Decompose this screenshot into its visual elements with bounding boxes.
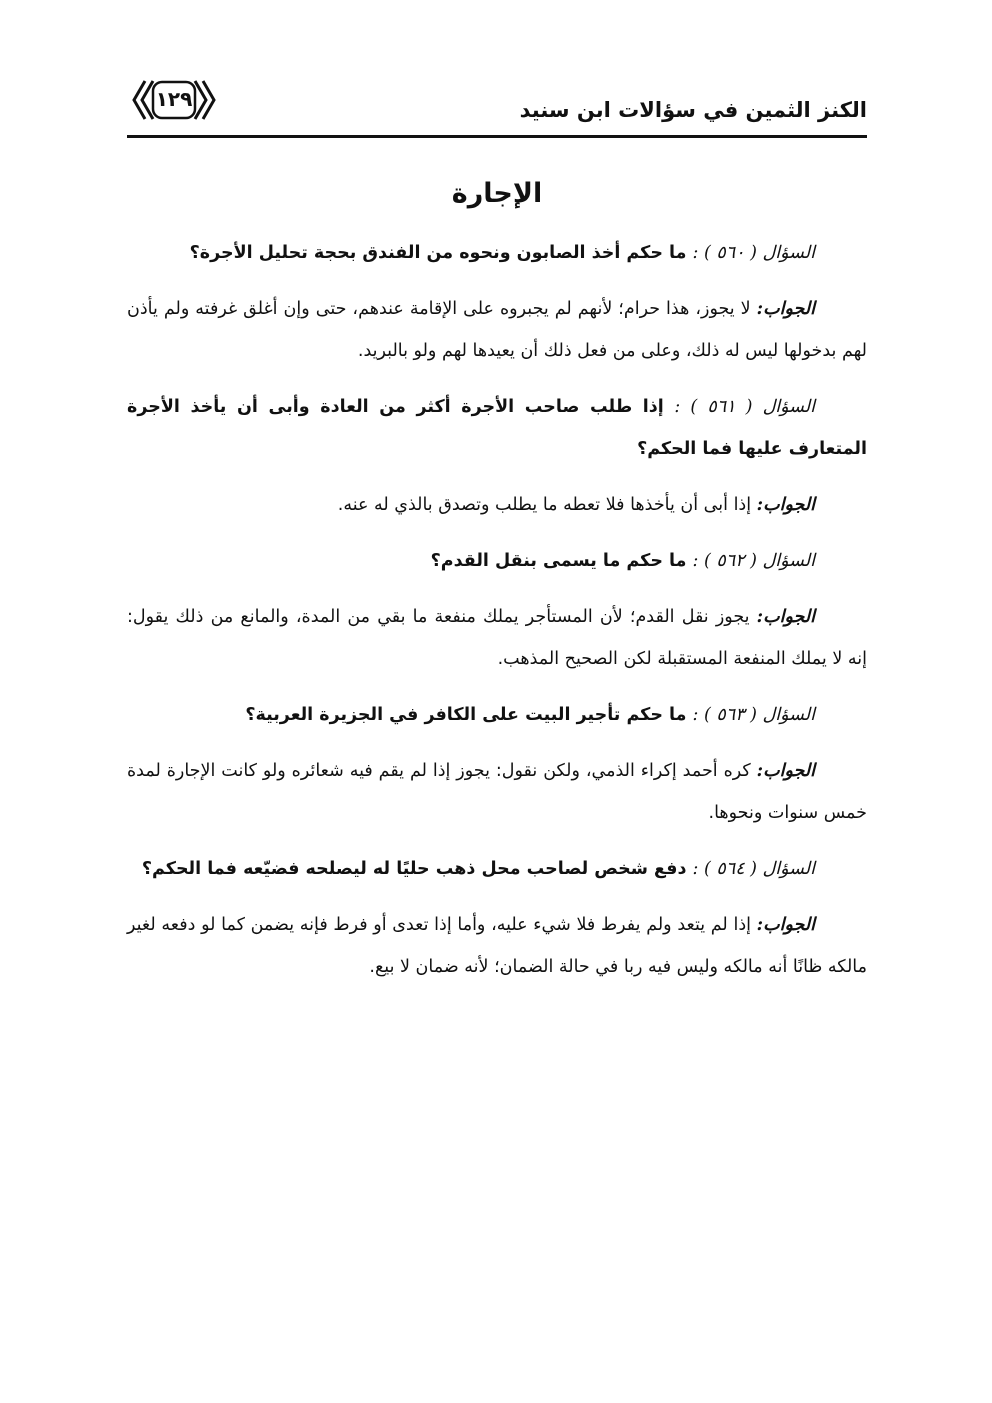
question-label: السؤال ( ٥٦٣ ) : <box>692 705 815 725</box>
question-label: السؤال ( ٥٦٠ ) : <box>692 243 815 263</box>
question-label: السؤال ( ٥٦١ ) : <box>674 397 815 417</box>
question-paragraph <box>127 540 867 582</box>
answer-text: كره أحمد إكراء الذمي، ولكن نقول: يجوز إذا لم يقم فيه شعائره ولو كانت الإجارة لمدة خمس سنوات ونحوها. <box>127 761 867 823</box>
answer-paragraph <box>127 288 867 372</box>
question-text: إذا طلب صاحب الأجرة أكثر من العادة وأبى أن يأخذ الأجرة المتعارف عليها فما الحكم؟ <box>127 397 867 459</box>
question-paragraph <box>127 848 867 890</box>
book-title: الكنز الثمين في سؤالات ابن سنيد <box>519 98 867 122</box>
question-text: ما حكم أخذ الصابون ونحوه من الفندق بحجة تحليل الأجرة؟ <box>189 243 687 263</box>
question-paragraph <box>127 694 867 736</box>
section-title: الإجارة <box>451 178 543 209</box>
qa-content <box>127 232 867 1002</box>
question-text: ما حكم ما يسمى بنقل القدم؟ <box>430 551 687 571</box>
question-text: ما حكم تأجير البيت على الكافر في الجزيرة العربية؟ <box>245 705 687 725</box>
page-number-frame <box>131 78 217 122</box>
answer-label: الجواب: <box>756 761 815 781</box>
header-divider <box>127 135 867 138</box>
answer-label: الجواب: <box>756 607 815 627</box>
answer-paragraph <box>127 750 867 834</box>
answer-paragraph <box>127 596 867 680</box>
answer-paragraph <box>127 904 867 988</box>
question-paragraph <box>127 232 867 274</box>
page-header <box>127 76 867 138</box>
answer-text: يجوز نقل القدم؛ لأن المستأجر يملك منفعة ما بقي من المدة، والمانع من ذلك يقول: إنه لا يملك المنفعة المستقبلة لكن الصحيح المذهب. <box>127 607 867 669</box>
page-number: ١٢٩ <box>155 87 193 111</box>
answer-paragraph <box>127 484 867 526</box>
answer-text: إذا لم يتعد ولم يفرط فلا شيء عليه، وأما إذا تعدى أو فرط فإنه يضمن كما لو دفعه لغير مالكه ظانًا أنه مالكه وليس فيه ربا في حالة الضمان؛ لأنه ضمان لا بيع. <box>127 915 867 977</box>
answer-text: إذا أبى أن يأخذها فلا تعطه ما يطلب وتصدق بالذي له عنه. <box>337 495 752 515</box>
answer-label: الجواب: <box>756 495 815 515</box>
answer-label: الجواب: <box>756 299 815 319</box>
question-label: السؤال ( ٥٦٤ ) : <box>692 859 815 879</box>
answer-text: لا يجوز، هذا حرام؛ لأنهم لم يجبروه على الإقامة عندهم، حتى وإن أغلق غرفته ولم يأذن لهم بدخولها ليس له ذلك، وعلى من فعل ذلك أن يعيدها لهم ولو بالبريد. <box>127 299 867 361</box>
question-text: دفع شخص لصاحب محل ذهب حليًا له ليصلحه فضيّعه فما الحكم؟ <box>141 859 687 879</box>
question-label: السؤال ( ٥٦٢ ) : <box>692 551 815 571</box>
answer-label: الجواب: <box>756 915 815 935</box>
question-paragraph <box>127 386 867 470</box>
